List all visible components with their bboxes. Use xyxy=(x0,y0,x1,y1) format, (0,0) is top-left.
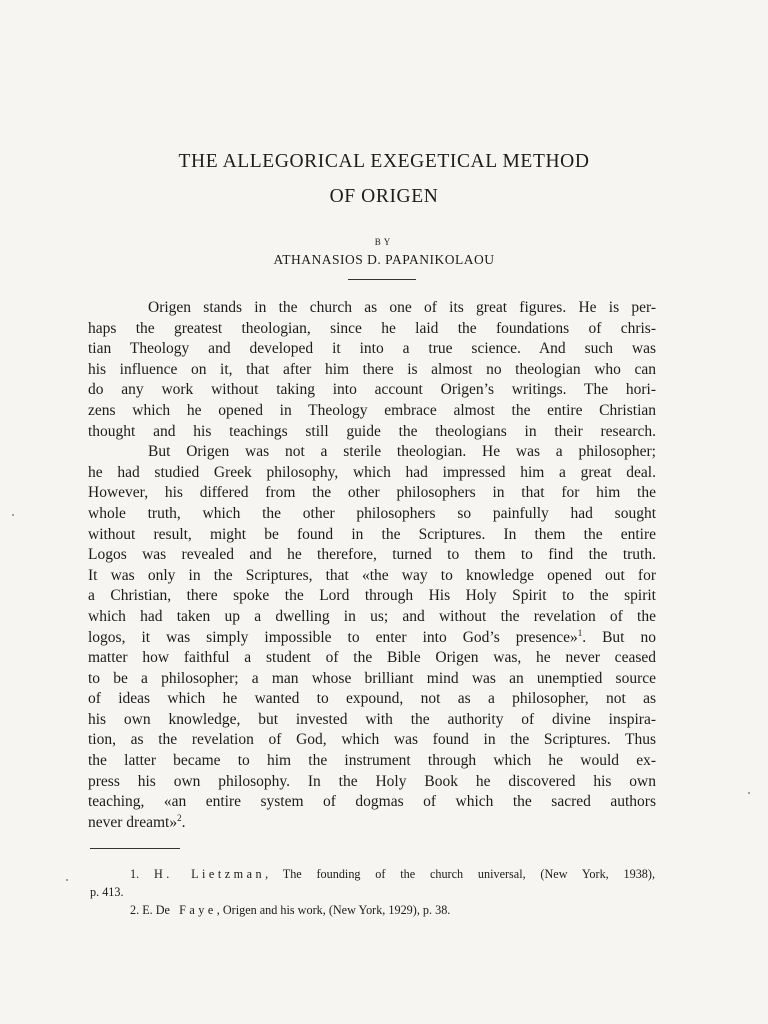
paragraph-2-line: he had studied Greek philosophy, which had impressed him a great deal. xyxy=(88,463,656,481)
paragraph-1-line: thought and his teachings still guide the theologians in their research. xyxy=(88,422,656,440)
paragraph-2-line: teaching, «an entire system of dogmas of which the sacred authors xyxy=(88,793,656,811)
line-text: never dreamt» xyxy=(88,813,178,831)
footnote-number: 2. xyxy=(130,903,140,917)
footnote-ref-2: 2 xyxy=(177,812,182,823)
line-text: logos, it was simply impossible to enter into God’s presence» xyxy=(88,628,578,646)
paragraph-2-line: which had taken up a dwelling in us; and without the revelation of the xyxy=(88,607,656,625)
paragraph-2-line: without result, might be found in the Scriptures. In them the entire xyxy=(88,525,656,543)
paragraph-2-line: It was only in the Scriptures, that «the way to knowledge opened out for xyxy=(88,566,656,584)
paragraph-2-line: whole truth, which the other philosophers so painfully had sought xyxy=(88,504,656,522)
paragraph-1-line: Origen stands in the church as one of its great figures. He is per- xyxy=(148,299,656,316)
title-divider xyxy=(348,279,416,280)
paragraph-2-line: But Origen was not a sterile theologian. He was a philosopher; xyxy=(148,443,656,461)
paragraph-2-line: of ideas which he wanted to expound, not as a philosopher, not as xyxy=(88,690,656,708)
paragraph-2-line: press his own philosophy. In the Holy Book he discovered his own xyxy=(88,772,656,790)
paragraph-1-line: his influence on it, that after him there is almost no theologian who can xyxy=(88,360,656,378)
article-body xyxy=(88,298,656,833)
title-line-1: THE ALLEGORICAL EXEGETICAL METHOD xyxy=(178,151,590,172)
paragraph-2-line: However, his differed from the other philosophers in that for him the xyxy=(88,484,656,502)
byline-by: BY xyxy=(374,237,394,247)
line-text: . But no xyxy=(582,628,656,646)
footnote-2 xyxy=(90,901,655,919)
scan-speck xyxy=(12,514,14,516)
footnote-ref-1: 1 xyxy=(577,627,583,638)
paragraph-2-line: the latter became to him the instrument through which he would ex- xyxy=(88,752,656,770)
line-text: . xyxy=(181,813,186,831)
paragraph-2-line: Logos was revealed and he therefore, turned to them to find the truth. xyxy=(88,546,656,564)
paragraph-1-line: do any work without taking into account Origen’s writings. The hori- xyxy=(88,381,656,399)
footnote-text: , Origen and his work, (New York, 1929), p. 38. xyxy=(216,903,451,917)
paragraph-2-last-line xyxy=(88,813,656,834)
paragraph-2-line-with-footnote-1 xyxy=(88,628,656,649)
footnote-1 xyxy=(90,865,655,883)
footnotes xyxy=(90,865,655,919)
paragraph-2-line: a Christian, there spoke the Lord through His Holy Spirit to the spirit xyxy=(88,587,656,605)
footnote-text: , The founding of the church universal, (New York, 1938), xyxy=(265,867,655,881)
paragraph-1-line: tian Theology and developed it into a true science. And such was xyxy=(88,340,656,358)
title-line-2: OF ORIGEN xyxy=(329,186,439,207)
paragraph-1-line: haps the greatest theologian, since he laid the foundations of chris- xyxy=(88,319,656,337)
paragraph-2-line: his own knowledge, but invested with the authority of divine inspira- xyxy=(88,710,656,728)
footnote-number: 1. xyxy=(130,867,140,881)
paragraph-2-line: to be a philosopher; a man whose brilliant mind was an unemptied source xyxy=(88,669,656,687)
paragraph-1-line: zens which he opened in Theology embrace almost the entire Christian xyxy=(88,401,656,419)
paragraph-2-line: tion, as the revelation of God, which was found in the Scriptures. Thus xyxy=(88,731,656,749)
footnote-divider xyxy=(90,848,180,849)
author-name: ATHANASIOS D. PAPANIKOLAOU xyxy=(273,252,495,267)
footnote-1-continuation: p. 413. xyxy=(90,885,124,899)
footnote-author: Faye xyxy=(179,903,217,917)
footnote-author: E. De xyxy=(142,903,170,917)
scan-speck xyxy=(66,879,68,881)
scan-speck xyxy=(748,792,750,794)
paragraph-2-line: matter how faithful a student of the Bible Origen was, he never ceased xyxy=(88,649,656,667)
footnote-author: H. Lietzman xyxy=(153,867,266,881)
